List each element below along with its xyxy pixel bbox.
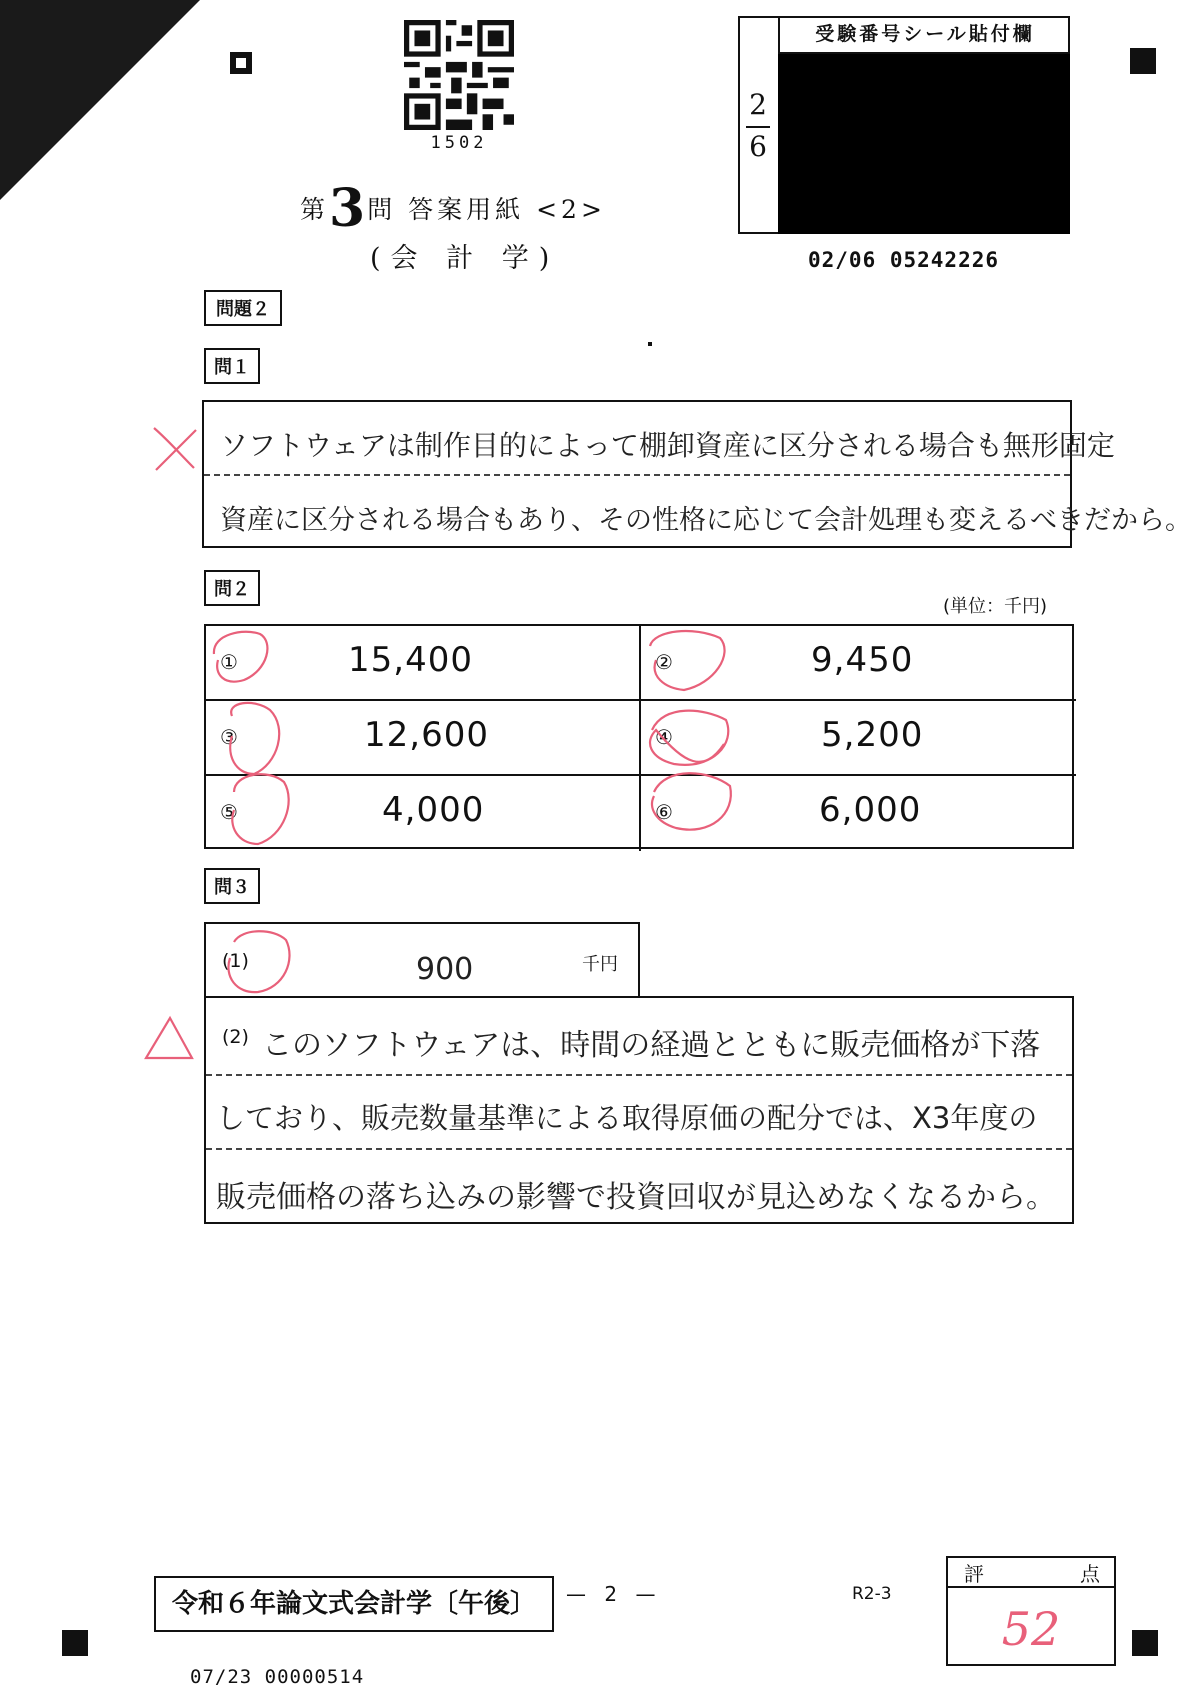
q2-cell-value: 6,000 [819, 790, 922, 830]
q2-cell-value: 12,600 [364, 715, 489, 755]
q2-unit: (単位：千円) [943, 596, 1048, 617]
q2-cell-number: ① [220, 650, 238, 674]
title-suffix: 問 答案用紙 <2> [367, 195, 606, 224]
registration-mark-bottom-left [62, 1630, 88, 1656]
title-prefix: 第 [300, 195, 330, 224]
q2-cell-value: 15,400 [348, 640, 473, 680]
score-label-left: 評 [964, 1562, 984, 1586]
q2-cell-number: ② [655, 650, 673, 674]
q2-cell-number: ④ [655, 725, 673, 749]
score-value: 52 [1001, 1602, 1061, 1656]
score-label-right: 点 [1080, 1562, 1100, 1586]
page-number: — 2 — [566, 1582, 662, 1606]
q3-label: 問３ [204, 868, 260, 904]
page-fraction [738, 16, 778, 234]
grade-cross-mark [148, 424, 204, 474]
q3-part1-unit: 千円 [582, 954, 618, 975]
grade-circle-mark [214, 922, 304, 998]
qr-number: 1502 [430, 133, 488, 153]
seal-label: 受験番号シール貼付欄 [778, 16, 1070, 54]
q3-part2-number: (2) [222, 1026, 249, 1048]
q3-answer-line-3: 販売価格の落ち込みの影響で投資回収が見込めなくなるから。 [216, 1180, 1056, 1215]
q3-dashed-rule-2 [206, 1148, 1072, 1150]
q2-cell-number: ⑤ [220, 800, 238, 824]
q2-cell-number: ③ [220, 725, 238, 749]
corner-triangle-mark [0, 0, 200, 200]
title-number: 3 [329, 178, 368, 239]
q2-cell-value: 4,000 [382, 790, 485, 830]
q2-cell-value: 9,450 [811, 640, 914, 680]
grade-circle-marks [204, 624, 1074, 849]
registration-mark-top-right [1130, 48, 1156, 74]
qr-code-icon [404, 20, 514, 130]
grade-triangle-mark [142, 1014, 198, 1064]
page-fraction-top: 2 [749, 88, 767, 121]
q1-answer-line-1: ソフトウェアは制作目的によって棚卸資産に区分される場合も無形固定 [220, 429, 1115, 462]
q2-cell-value: 5,200 [821, 715, 924, 755]
q2-cell-number: ⑥ [655, 800, 673, 824]
redacted-seal [778, 54, 1070, 234]
page-fraction-bottom: 6 [749, 130, 767, 163]
q1-label: 問１ [204, 348, 260, 384]
stray-dot [648, 342, 652, 346]
q3-answer-line-2: しており、販売数量基準による取得原価の配分では、X3年度の [216, 1101, 1038, 1135]
registration-mark-hollow [230, 52, 252, 74]
q2-label: 問２ [204, 570, 260, 606]
q1-dashed-rule [204, 474, 1070, 476]
q3-part1-number: (1) [222, 950, 249, 972]
q3-part1-value: 900 [416, 952, 474, 987]
exam-code: 02/06 05242226 [808, 248, 1000, 272]
bottom-code: 07/23 00000514 [190, 1666, 365, 1688]
reference-code: R2-3 [852, 1584, 892, 1604]
problem-label: 問題２ [204, 290, 282, 326]
exam-title: 令和６年論文式会計学〔午後〕 [154, 1576, 554, 1632]
sheet-subtitle: (会 計 学) [370, 243, 560, 274]
q3-answer-line-1: このソフトウェアは、時間の経過とともに販売価格が下落 [262, 1028, 1041, 1063]
registration-mark-bottom-right [1132, 1630, 1158, 1656]
q3-dashed-rule-1 [206, 1074, 1072, 1076]
q1-answer-line-2: 資産に区分される場合もあり、その性格に応じて会計処理も変えるべきだから。 [220, 505, 1192, 536]
score-header [946, 1556, 1116, 1588]
sheet-title [300, 178, 606, 239]
